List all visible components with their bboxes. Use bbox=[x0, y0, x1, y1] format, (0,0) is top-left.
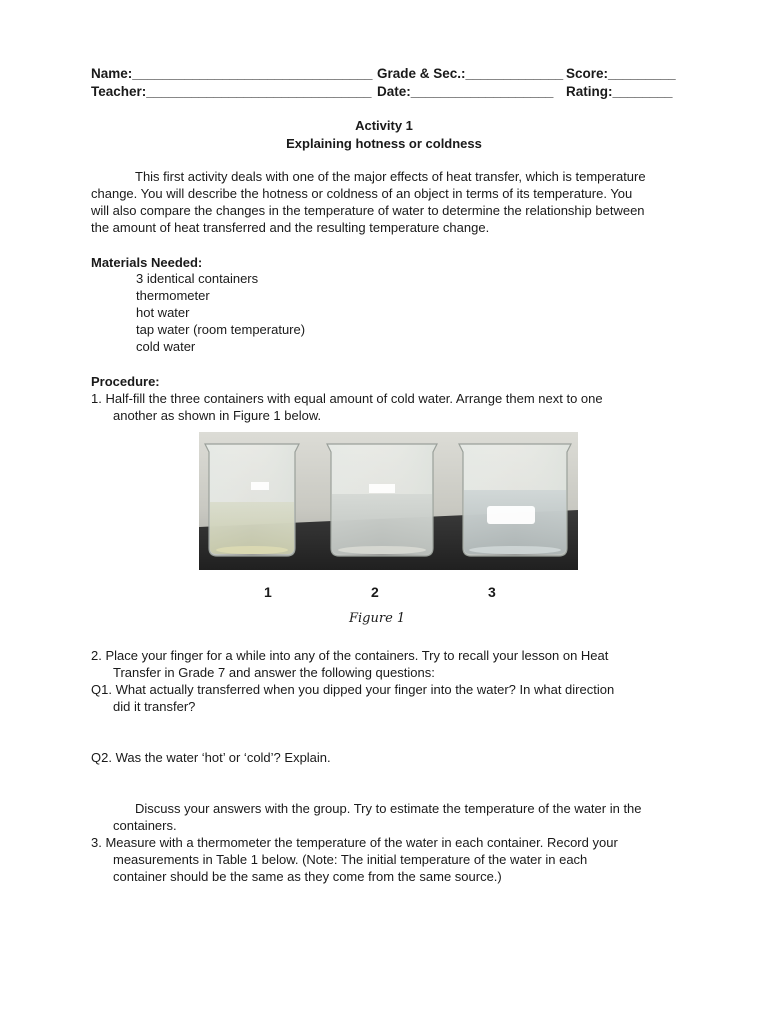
material-item: thermometer bbox=[136, 288, 210, 303]
intro-line-4: the amount of heat transferred and the resulting temperature change. bbox=[91, 220, 490, 235]
figure-label-1: 1 bbox=[264, 584, 272, 600]
date-field: Date:___________________ bbox=[377, 84, 554, 99]
step-1-line-2: another as shown in Figure 1 below. bbox=[113, 408, 322, 423]
figure-label-2: 2 bbox=[371, 584, 379, 600]
score-field: Score:_________ bbox=[566, 66, 676, 81]
intro-line-3: will also compare the changes in the temperature of water to determine the relationship between bbox=[91, 203, 645, 218]
question-1-line-1: Q1. What actually transferred when you dipped your finger into the water? In what direction bbox=[91, 682, 615, 697]
material-item: hot water bbox=[136, 305, 190, 320]
grade-section-field: Grade & Sec.:_____________ bbox=[377, 66, 564, 81]
activity-number: Activity 1 bbox=[355, 118, 413, 133]
intro-line-2: change. You will describe the hotness or coldness of an object in terms of its temperature. You bbox=[91, 186, 633, 201]
figure-label-3: 3 bbox=[488, 584, 496, 600]
activity-title: Explaining hotness or coldness bbox=[286, 136, 482, 151]
question-2: Q2. Was the water ‘hot’ or ‘cold’? Explain. bbox=[91, 750, 331, 765]
intro-line-1: This first activity deals with one of the major effects of heat transfer, which is temperature bbox=[135, 169, 646, 184]
beaker-3 bbox=[459, 444, 571, 556]
procedure-heading: Procedure: bbox=[91, 374, 160, 389]
material-item: cold water bbox=[136, 339, 196, 354]
step-1-line-1: 1. Half-fill the three containers with equal amount of cold water. Arrange them next to one bbox=[91, 391, 603, 406]
step-2-line-2: Transfer in Grade 7 and answer the following questions: bbox=[113, 665, 435, 680]
materials-heading: Materials Needed: bbox=[91, 255, 203, 270]
step-3-line-3: container should be the same as they come from the same source.) bbox=[113, 869, 502, 884]
name-field: Name:________________________________ bbox=[91, 66, 373, 81]
step-2-line-1: 2. Place your finger for a while into any of the containers. Try to recall your lesson on Heat bbox=[91, 648, 609, 663]
figure-caption: Figure 1 bbox=[349, 611, 406, 626]
beakers-photo bbox=[199, 432, 578, 570]
teacher-field: Teacher:______________________________ bbox=[91, 84, 372, 99]
question-1-line-2: did it transfer? bbox=[113, 699, 196, 714]
beaker-2 bbox=[327, 444, 437, 556]
discuss-line-2: containers. bbox=[113, 818, 177, 833]
material-item: 3 identical containers bbox=[136, 271, 259, 286]
discuss-line-1: Discuss your answers with the group. Try to estimate the temperature of the water in the bbox=[135, 801, 642, 816]
step-3-line-2: measurements in Table 1 below. (Note: The initial temperature of the water in each bbox=[113, 852, 588, 867]
rating-field: Rating:________ bbox=[566, 84, 673, 99]
step-3-line-1: 3. Measure with a thermometer the temperature of the water in each container. Record your bbox=[91, 835, 618, 850]
material-item: tap water (room temperature) bbox=[136, 322, 306, 337]
beaker-1 bbox=[205, 444, 299, 556]
